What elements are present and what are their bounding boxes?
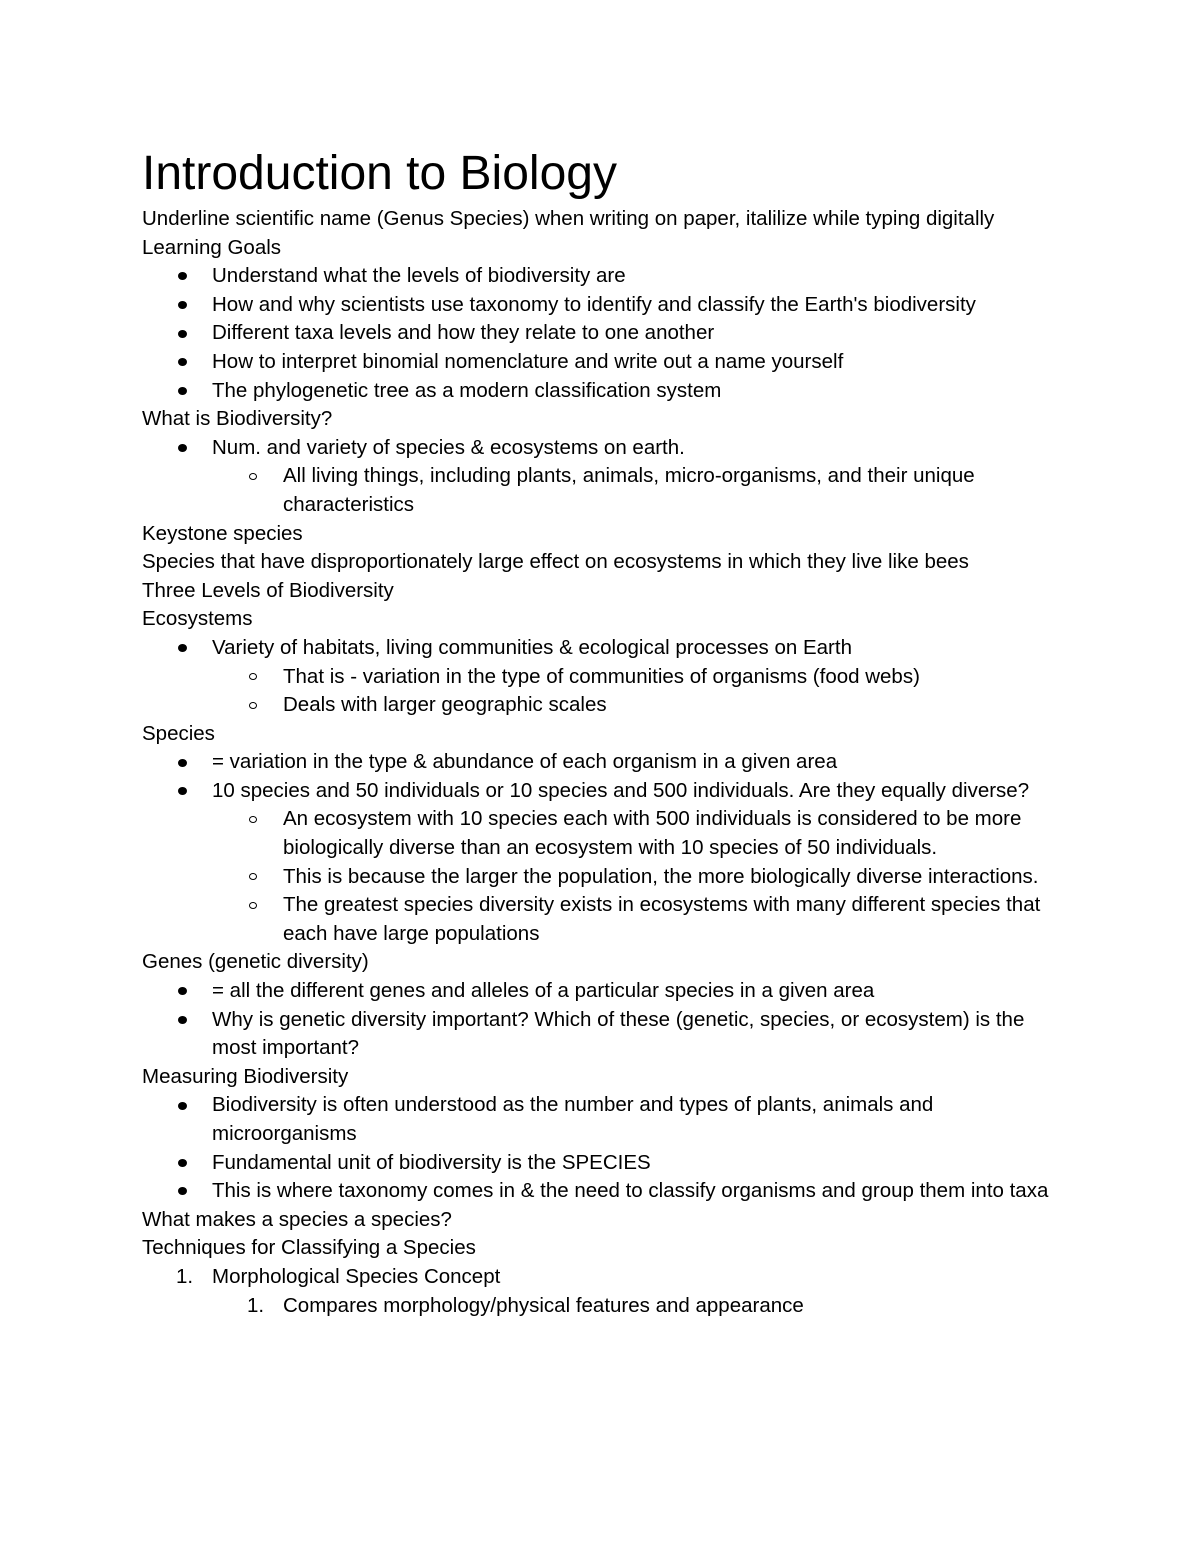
list-item: Different taxa levels and how they relate to one another — [142, 319, 1072, 348]
bullet-icon — [178, 748, 187, 777]
bullet-icon — [178, 977, 187, 1006]
document-body — [142, 143, 1072, 1320]
sub-list-item: That is - variation in the type of communities of organisms (food webs) — [142, 663, 1072, 692]
hollow-bullet-icon — [249, 663, 257, 692]
bullet-icon — [178, 291, 187, 320]
list-number: 1. — [247, 1293, 265, 1317]
bullet-icon — [178, 634, 187, 663]
list-item: Biodiversity is often understood as the number and types of plants, animals and microorganisms — [142, 1091, 1072, 1148]
intro-note: Underline scientific name (Genus Species) when writing on paper, italilize while typing digitally — [142, 207, 995, 230]
what-makes-heading: What makes a species a species? — [142, 1207, 452, 1231]
keystone-heading: Keystone species — [142, 521, 303, 545]
hollow-bullet-icon — [249, 863, 257, 892]
list-item: How and why scientists use taxonomy to identify and classify the Earth's biodiversity — [142, 291, 1072, 320]
hollow-bullet-icon — [249, 691, 257, 720]
bullet-icon — [178, 319, 187, 348]
list-item: Fundamental unit of biodiversity is the SPECIES — [142, 1149, 1072, 1178]
sub-list-item: The greatest species diversity exists in ecosystems with many different species that each have large populations — [142, 891, 1072, 948]
bullet-icon — [178, 377, 187, 406]
sub-list-item: All living things, including plants, animals, micro-organisms, and their unique characteristics — [142, 462, 1072, 519]
numbered-sub-item: 1. Compares morphology/physical features and appearance — [142, 1292, 1072, 1321]
list-item: 10 species and 50 individuals or 10 species and 500 individuals. Are they equally diverse? — [142, 777, 1072, 806]
biodiversity-heading: What is Biodiversity? — [142, 407, 333, 431]
sub-list-item: An ecosystem with 10 species each with 500 individuals is considered to be more biologically diverse than an ecosystem with 10 species of 50 individuals. — [142, 805, 1072, 862]
list-item: How to interpret binomial nomenclature and write out a name yourself — [142, 348, 1072, 377]
sub-list-item: This is because the larger the population, the more biologically diverse interactions. — [142, 863, 1072, 892]
learning-goals-heading: Learning Goals — [142, 235, 282, 259]
bullet-icon — [178, 1149, 187, 1178]
species-heading: Species — [142, 721, 215, 745]
bullet-icon — [178, 1091, 187, 1120]
bullet-icon — [178, 1006, 187, 1035]
keystone-text: Species that have disproportionately large effect on ecosystems in which they live like bees — [142, 550, 969, 574]
sub-list-item: Deals with larger geographic scales — [142, 691, 1072, 720]
list-item: This is where taxonomy comes in & the need to classify organisms and group them into taxa — [142, 1177, 1072, 1206]
list-item: Understand what the levels of biodiversity are — [142, 262, 1072, 291]
bullet-icon — [178, 1177, 187, 1206]
list-item: Variety of habitats, living communities & ecological processes on Earth — [142, 634, 1072, 663]
ecosystems-heading: Ecosystems — [142, 607, 253, 631]
list-number: 1. — [176, 1264, 194, 1288]
bullet-icon — [178, 348, 187, 377]
measuring-heading: Measuring Biodiversity — [142, 1064, 349, 1088]
numbered-item: 1. Morphological Species Concept — [142, 1263, 1072, 1292]
bullet-icon — [178, 262, 187, 291]
list-item: Num. and variety of species & ecosystems on earth. — [142, 434, 1072, 463]
bullet-icon — [178, 777, 187, 806]
hollow-bullet-icon — [249, 805, 257, 834]
techniques-heading: Techniques for Classifying a Species — [142, 1236, 476, 1260]
page-title: Introduction to Biology — [142, 147, 617, 200]
list-item: Why is genetic diversity important? Which of these (genetic, species, or ecosystem) is the most important? — [142, 1006, 1072, 1063]
bullet-icon — [178, 434, 187, 463]
list-item: The phylogenetic tree as a modern classification system — [142, 377, 1072, 406]
list-item: = all the different genes and alleles of a particular species in a given area — [142, 977, 1072, 1006]
hollow-bullet-icon — [249, 891, 257, 920]
hollow-bullet-icon — [249, 462, 257, 491]
three-levels-heading: Three Levels of Biodiversity — [142, 578, 394, 602]
list-item: = variation in the type & abundance of each organism in a given area — [142, 748, 1072, 777]
genes-heading: Genes (genetic diversity) — [142, 950, 369, 974]
